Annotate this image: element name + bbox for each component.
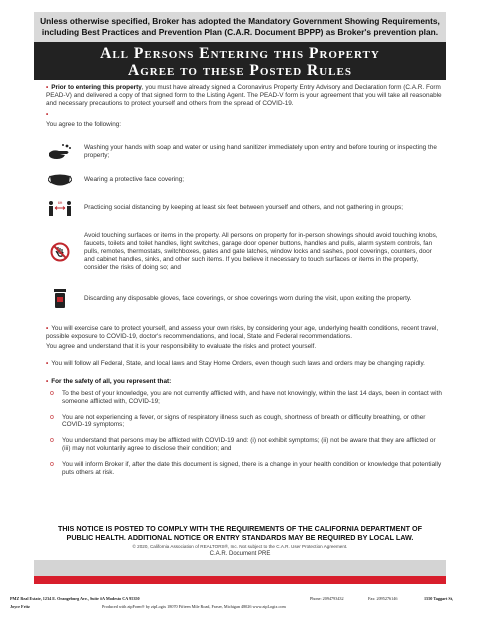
form-name: C.A.R. Document PRE <box>209 551 271 557</box>
rule-text: Practicing social distancing by keeping at least six feet between yourself and others, and not gathering in groups; <box>84 204 404 212</box>
representation-item <box>50 414 442 430</box>
circle-bullet: o <box>50 437 54 445</box>
brokerage-address: PMZ Real Estate, 1234 E. Orangeburg Ave., Suite #A Modesto CA 95350 <box>10 596 140 601</box>
circle-bullet: o <box>50 460 54 468</box>
representation-item <box>50 461 442 477</box>
representation-item <box>50 390 442 406</box>
bullet: • <box>46 378 49 386</box>
bullet: • <box>46 324 49 332</box>
handwash-icon <box>46 141 74 163</box>
page-title <box>34 42 446 80</box>
representation-text: To the best of your knowledge, you are not currently afflicted with, and have not knowingly, within the last 14 days, been in contact with someone afflicted with, COVID-19; <box>62 389 442 405</box>
representation-text: You will inform Broker if, after the date this document is signed, there is a change in your health condition or knowledge that potentially puts others at risk. <box>62 460 442 476</box>
protect-paragraph <box>46 325 442 341</box>
social-distance-icon <box>46 197 74 219</box>
agree-heading: You agree to the following: <box>46 121 122 129</box>
representation-item <box>50 437 442 453</box>
copyright-text: © 2020, California Association of REALTORS®, Inc. Not subject to the C.A.R. User Protection Agreement. <box>132 544 348 549</box>
title-line-1: All Persons Entering this Property <box>100 45 380 62</box>
safety-heading <box>46 378 442 386</box>
rule-text: Discarding any disposable gloves, face coverings, or shoe coverings worn during the visit, upon exiting the property. <box>84 295 412 303</box>
compliance-notice <box>34 524 446 542</box>
document-body <box>46 84 442 484</box>
brokerage-fax: Fax: 2095276146 <box>368 596 398 601</box>
responsibility-paragraph: You agree and understand that it is your responsibility to evaluate the risks and protect yourself. <box>46 342 317 350</box>
representation-text: You understand that persons may be afflicted with COVID-19 and: (i) not exhibit symptoms; (ii) not be aware that they are afflicted or (iii) may not voluntarily agree to disclose their condition; and <box>62 437 436 452</box>
footer-red-bar <box>34 576 446 584</box>
producer-text: Produced with zipForm® by zipLogix 18070 Fifteen Mile Road, Fraser, Michigan 48026 www.zipLogix.com <box>102 604 286 609</box>
no-touch-icon <box>46 241 74 263</box>
agent-name: Joyce Fritz <box>10 604 30 609</box>
rule-discard <box>46 281 442 317</box>
notice-line-2: PUBLIC HEALTH. ADDITIONAL NOTICE OR ENTRY STANDARDS MAY BE REQUIRED BY LOCAL LAW. <box>66 533 414 542</box>
rule-text: Wearing a protective face covering; <box>84 176 185 184</box>
footer-gray-bar <box>34 560 446 576</box>
bullet: • <box>46 111 49 119</box>
rule-face-covering <box>46 167 442 193</box>
trash-bin-icon <box>46 288 74 310</box>
protect-text: You will exercise care to protect yourself, and assess your own risks, by considering your age, underlying health conditions, recent travel, possible exposure to COVID-19, doctor's recommendations, and local, State and Federal recommendations. <box>46 324 439 340</box>
laws-text: You will follow all Federal, State, and local laws and Stay Home Orders, even though such laws and orders may be changing rapidly. <box>51 360 425 368</box>
rule-text: Washing your hands with soap and water or using hand sanitizer immediately upon entry and before touring or inspecting the property; <box>84 144 437 159</box>
bullet: • <box>46 84 49 91</box>
bullet: • <box>46 360 49 368</box>
svg-text:6ft: 6ft <box>57 199 63 205</box>
rule-avoid-touching <box>46 223 442 281</box>
showing-requirements-banner <box>34 12 446 42</box>
document-name: 1550 Taggart St, <box>424 596 454 601</box>
title-line-2: Agree to these Posted Rules <box>128 62 352 79</box>
safety-heading-text: For the safety of all, you represent that: <box>51 378 172 386</box>
face-mask-icon <box>46 169 74 191</box>
banner-line-1: Unless otherwise specified, Broker has adopted the Mandatory Government Showing Requirements, <box>40 16 440 26</box>
intro-bold: Prior to entering this property <box>51 84 142 91</box>
notice-line-1: THIS NOTICE IS POSTED TO COMPLY WITH THE REQUIREMENTS OF THE CALIFORNIA DEPARTMENT OF <box>57 524 423 533</box>
laws-paragraph <box>46 360 442 368</box>
representation-text: You are not experiencing a fever, or signs of respiratory illness such as cough, shortness of breath or difficulty breathing, or other COVID-19 symptoms; <box>62 413 426 429</box>
rule-handwash <box>46 137 442 167</box>
intro-paragraph <box>46 84 442 107</box>
rule-social-distance <box>46 193 442 223</box>
rule-text: Avoid touching surfaces or items in the property. All persons on property for in-person showings should avoid touching knobs, faucets, toilets and toilet handles, light switches, garage door opener buttons, handles and pulls, alarm system controls, fan pulls, remotes, thermostats, switchboxes, gates and gate latches, window locks and sashes, pool coverings, counters, door and cabinet handles, sinks, and other such items. If you believe it necessary to touch surfaces or items in the property, consider the risks of doing so; and <box>84 232 438 271</box>
empty-bullet <box>46 111 442 119</box>
intro-text: , you must have already signed a Coronavirus Property Entry Advisory and Declaration form (C.A.R. Form PEAD-V) and delivered a copy of that signed form to the Listing Agent. The PEAD-V form is your agreement that you will take all reasonable and necessary precautions to protect yourself and others from the spread of COVID-19. <box>46 84 442 107</box>
brokerage-phone: Phone: 2094793432 <box>310 596 344 601</box>
circle-bullet: o <box>50 413 54 421</box>
banner-line-2: including Best Practices and Prevention Plan (C.A.R. Document BPPP) as Broker's prevention plan. <box>41 26 439 37</box>
circle-bullet: o <box>50 389 54 397</box>
